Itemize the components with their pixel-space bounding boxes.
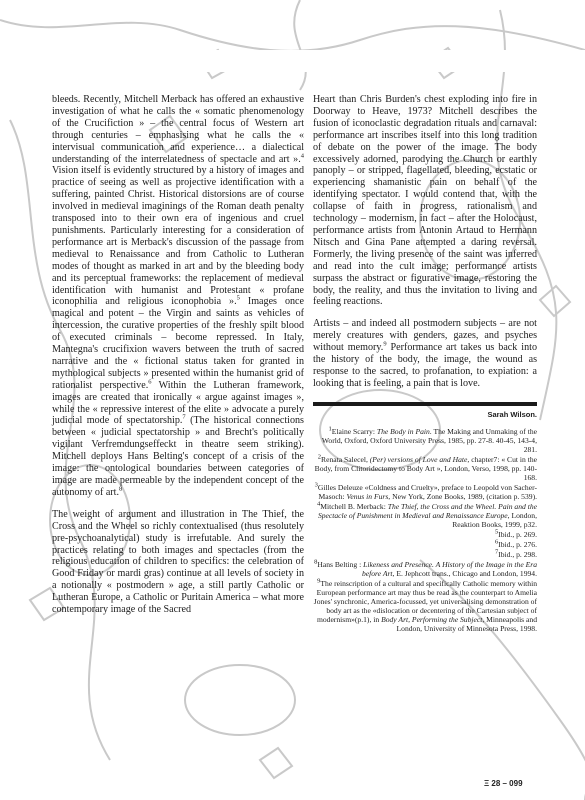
footnote-item [313, 530, 537, 539]
footnote-text: Ibid., p. 269. [498, 529, 537, 539]
footnote-item [313, 455, 537, 482]
footnote-text: Mitchell B. Merback: [320, 501, 388, 511]
footnote-item [313, 483, 537, 501]
footnote-item [313, 540, 537, 549]
signature-rule [313, 402, 537, 406]
footnote-text: Elaine Scarry: [331, 426, 377, 436]
page-number: Ξ 28 – 099 [484, 779, 523, 788]
footnote-text: , Minneapolis and London, University of Minnesota Press, 1998. [396, 614, 537, 633]
text-run: Artists – and indeed all postmodern subjects – are not merely creatures with genders, gazes, and psyches without memory. [313, 318, 537, 354]
text-run: Vision itself is evidently structured by a history of images and practice of seeing as well as projective identification with a suffering, painted Christ. Historical distorsions are of course involved in medieval imaginings of the Roman death penalty transposed into to their own era of ingenious and cruel punishments. Particularly interesting for a consideration of performance art is Merback's discussion of the passage from medieval to Renaissance and from Catholic to Lutheran modes of thought as marked in art and by the bleeding body and its perceptual frameworks: the replacement of medieval identification with humanist and Protestant « profane iconophilia and religious iconophobia ». [52, 165, 304, 308]
right-paragraph-2 [313, 318, 537, 389]
right-paragraph-1: Heart than Chris Burden's chest exploding into fire in Doorway to Heave, 1973? Mitchell describes the fusion of iconoclastic degradation rituals and carnaval: performance art inscribes itself into this long tradition of debate on the power of the image. The body excessively adorned, parodying the Church or earthly panoply – or stripped, flagellated, bleeding, ecstatic or experiencing shamanistic pain on behalf of the identifying spectator. I would contend that, with the collapse of faith in progress, rationalism and technology – modernism, in fact – after the Holocaust, performance artists from Antonin Artaud to Hermann Nitsch and Gina Pane attempted a daring reversal. Formerly, the living presence of the saint was inferred and read into the cult image; performance artists surpass the abstract or figurative image, restoring the body, the reality, and thus the invitation to living and feeling reactions. [313, 94, 537, 308]
footnote-number: 1 [328, 425, 332, 433]
footnote-item [313, 502, 537, 529]
footnote-number: 7 [494, 548, 499, 556]
footnote-text: Hans Belting : [317, 559, 364, 569]
text-run: (The historical connections between « judicial spectatorship » and Brecht's politically vigilant Verfremdungseffeckt in theatre seem striking). Mitchell deploys Hans Belting's concept of a crisis of the image: the ontological boundaries between categories of image are made permeable by the independent concept of the autonomy of art. [52, 415, 304, 498]
footnote-text: Ibid., p. 298. [498, 549, 537, 559]
footnote-title: The Thief, the Cross and the Wheel. Pain and the Spectacle of Punishment in Medieval and Renaissance Europe [317, 501, 537, 520]
footnote-text: , chapter7: « Cut in the Body, from Clitoridectomy to Body Art », London, Verso, 1998, pp. 140-168. [314, 454, 537, 482]
footnote-text: , New York, Zone Books, 1989, (citation p. 539). [388, 491, 537, 501]
footnote-number: 9 [317, 577, 321, 585]
header-white-band [0, 50, 585, 72]
footnote-ref: 9 [383, 340, 387, 348]
right-column [313, 94, 537, 634]
text-run: Images once magical and potent – the Virgin and saints as vehicles of intercession, the curative properties of the freshly spilt blood of executed criminals – become repressed. In Italy, Mantegna's crucifixion wavers between the truth of sacred narrative and the « fictional status taken for granted in mythological subjects » presented within the humanist grid of rationalist perspective. [52, 296, 304, 391]
footnote-text: The reinscription of a cultural and specifically Catholic memory within European performance art may thus be read as the counterpart to Amelia Jones' synchronic, America-focussed, yet universalising demonstration of body art as the «dislocation or decentering of the Cartesian subject of modernism»(p.1), in [313, 578, 537, 624]
footnotes-list [313, 427, 537, 633]
footnote-title: Likeness and Presence. A History of the Image in the Era before Art [361, 559, 537, 578]
footnote-title: Venus in Furs [346, 491, 389, 501]
footnote-number: 6 [494, 538, 499, 546]
text-run: bleeds. Recently, Mitchell Merback has offered an exhaustive investigation of what he calls the « somatic phenomenology of the Crucifiction » – the central focus of Western art through centuries – emphasising what he calls the « intervisual communication and experience… a dialectical understanding of the interrelatedness of spectacle and art ». [52, 94, 304, 165]
footnote-item [313, 550, 537, 559]
footnote-text: . The Making and Unmaking of the World, Oxford, Oxford University Press, 1985, pp. 27-8. 40-45, 143-4, 281. [321, 426, 537, 454]
footnote-ref: 6 [148, 378, 152, 386]
footnote-text: , E. Jephcott trans., Chicago and London, 1994. [392, 568, 537, 578]
author-signature: Sarah Wilson. [487, 409, 537, 419]
footnote-ref: 8 [119, 485, 123, 493]
footnote-number: 5 [494, 528, 499, 536]
text-run: Within the Lutheran framework, images are created that ironically « argue against images », while the « repressive interest of the elite » advocate a purely judicial mode of spectatorship. [52, 379, 305, 427]
footnote-ref: 5 [236, 295, 240, 303]
text-run: Performance art takes us back into the history of the body, the image, the wound as response to the sacred, to profanation, to expiation: a looking that is feeling, a pain that is love. [313, 342, 537, 389]
footnote-ref: 7 [182, 414, 186, 422]
footnote-item [313, 579, 537, 633]
footnote-title: The Body in Pain [376, 426, 430, 436]
footnote-text: , London, Reaktion Books, 1999, p32. [452, 510, 537, 529]
footnote-text: Renata Salecel, [321, 454, 370, 464]
left-paragraph-1 [52, 94, 304, 499]
footnote-ref: 4 [300, 152, 304, 160]
footnote-text: Gilles Deleuze «Coldness and Cruelty», preface to Leopold von Sacher-Masoch: [317, 482, 537, 501]
footnote-item [313, 560, 537, 578]
left-column [52, 94, 304, 626]
left-paragraph-2: The weight of argument and illustration in The Thief, the Cross and the Wheel so richly contextualised (thus resolutely pre-psychoanalytical) study is irrefutable. And surely the practices relating to both images and spectacles (from the religious education of children to specifics: the celebration of Good Friday or mardi gras) continue at all levels of society in a notionally « postmodern » age, a still partly Catholic or Lutheran Europe, a Catholic or Puritain America – what more contemporary image of the Sacred [52, 508, 304, 616]
footnote-item [313, 427, 537, 454]
footnote-title: (Per) versions of Love and Hate [369, 454, 468, 464]
footnote-number: 3 [314, 481, 318, 489]
footnote-number: 4 [317, 500, 321, 508]
footnote-number: 8 [314, 558, 318, 566]
footnote-text: Ibid., p. 276. [498, 539, 537, 549]
footnote-number: 2 [317, 453, 322, 461]
footnote-title: Body Art, Performing the Subject [381, 614, 483, 624]
